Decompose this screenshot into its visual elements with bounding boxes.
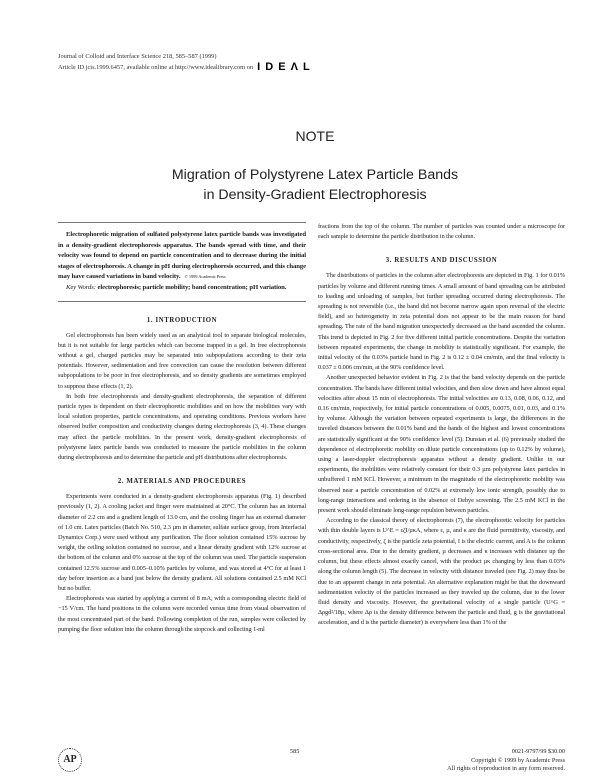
page-number: 585 <box>290 748 300 755</box>
article-title <box>0 165 600 205</box>
copyright-line: Copyright © 1999 by Academic Press <box>471 756 565 764</box>
intro-paragraph: In both free electrophoresis and density-gradient electrophoresis, the separation of different particle types is dependent on their electrophoretic mobilities and on how the mobilities vary with local solution properties, particle concentrations, and operating conditions. Previous workers have observed buffer composition and conductivity changes during electrophoresis (3, 4). These changes may affect the particle mobilities. In the present work, density-gradient electrophoresis of polystyrene latex particle bands was conducted to measure the particle mobilities in the column during electrophoresis and to determine the particle and pH distributions after electrophoresis. <box>58 392 306 461</box>
abstract-copyright: © 1999 Academic Press <box>184 274 226 280</box>
keywords <box>58 283 306 294</box>
keywords-label: Key Words: <box>66 283 96 291</box>
materials-continuation: fractions from the top of the column. The number of particles was counted under a microscope for each sample to determine the particle distribution in the column. <box>318 223 565 241</box>
left-column <box>58 222 306 635</box>
abstract-text: Electrophoretic migration of sulfated polystyrene latex particle bands was investigated in a density-gradient electrophoresis apparatus. The bands spread with time, and their velocity was found to depend on particle concentration and to decrease during the initial stages of electrophoresis. A change in pH during electrophoresis occurred, and this change may have caused variations in band velocity. <box>58 231 306 281</box>
abstract <box>58 230 306 283</box>
footer-copyright <box>447 748 565 774</box>
materials-paragraph: Experiments were conducted in a density-gradient electrophoresis apparatus (Fig. 1) described previously (1, 2). A cooling jacket and finger were maintained at 20°C. The column has an internal diameter of 2.2 cm and a gradient length of 13.0 cm, and the cooling finger has an external diameter of 1.0 cm. Latex particles (Batch No. 510, 2.3 µm in diameter, sulfate surface group, from Interfacial Dynamics Corp.) were used without any purification. The floor solution contained 15% sucrose by weight, the ceiling solution contained no sucrose, and a linear density gradient with 12% sucrose at the bottom of the column and 0% sucrose at the top of the column was used. The particle suspension contained 12.5% sucrose and 0.005–0.10% particles by volume, and was stored at 4°C for at least 1 day before insertion as a band just below the density gradient. All solutions contained 2.5 mM KCl but no buffer. <box>58 493 306 593</box>
keywords-text: electrophoresis; particle mobility; band concentration; pH variation. <box>97 283 287 291</box>
abstract-bottom-rule <box>58 301 306 302</box>
title-line-2: in Density-Gradient Electrophoresis <box>203 187 427 203</box>
article-id-line: Article ID jcis.1999.6457, available online at http://www.idealibrary.com on <box>58 64 254 71</box>
title-line-1: Migration of Polystyrene Latex Particle Bands <box>171 167 459 183</box>
intro-heading: 1. INTRODUCTION <box>146 316 218 324</box>
issn-price: 0021-9797/99 $30.00 <box>511 748 565 755</box>
right-column <box>318 222 565 629</box>
abstract-top-rule <box>58 222 306 223</box>
results-paragraph: According to the classical theory of electrophoresis (7), the electrophoretic velocity for particles with thin double layers is U^E = εζI/µκA, where ε, µ, and κ are the fluid permittivity, viscosity, and conductivity, respectively, ζ is the particle zeta potential, I is the electric current, and A is the column cross-sectional area. Due to the density gradient, µ decreases and κ increases with distance up the column, but these effects almost exactly cancel, with the product µκ changing by less than 0.03% along the column length (5). The decrease in velocity with distance traveled (see Fig. 2) may thus be due to an apparent change in zeta potential. An alternative explanation might be that the downward sedimentation velocity of the particles increased as they traveled up the column, due to the lower fluid density and viscosity. However, the gravitational velocity of a single particle (U^G = Δρgd²/18µ, where Δρ is the density difference between the particle and fluid, g is the gravitational acceleration, and d is the particle diameter) is everywhere less than 1% of the <box>318 517 565 627</box>
results-paragraph: Another unexpected behavior evident in Fig. 2 is that the band velocity depends on the particle concentration. The bands have different initial velocities, and then slow down and have almost equal velocities after about 15 min of electrophoresis. The initial velocities are 0.13, 0.08, 0.06, 0.12, and 0.16 cm/min, respectively, for initial particle concentrations of 0.005, 0.0075, 0.01, 0.03, and 0.1% by volume. Although the variation between repeated experiments is large, the differences in the traveled distances between the 0.01% band and the bands of the highest and lowest concentrations are statistically significant at the 90% confidence level (5). Dunstan et al. (6) previously studied the dependence of electrophoretic mobility on dilute particle concentrations (up to 0.12% by volume), using a laser-doppler electrophoresis apparatus without a density gradient. Unlike in our experiments, the mobilities were relatively constant for their 0.3 µm polystyrene latex particles in unbuffered 1 mM KCl. However, a minimum in the magnitude of the electrophoretic mobility was observed near a particle concentration of 0.02% at extremely low ionic strength, possibly due to long-range interactions and ordering in the absence of Debye screening. The 2.5 mM KCl in the present work should eliminate long-range repulsion between particles. <box>318 374 565 515</box>
results-heading: 3. RESULTS AND DISCUSSION <box>385 257 498 265</box>
materials-heading: 2. MATERIALS AND PROCEDURES <box>117 478 247 486</box>
article-id-row <box>58 62 311 73</box>
journal-header <box>58 52 311 73</box>
ideal-logo: I D E Λ L <box>257 61 311 73</box>
rights-line: All rights of reproduction in any form reserved. <box>447 765 565 772</box>
journal-citation: Journal of Colloid and Interface Science 218, 585–587 (1999) <box>58 53 217 60</box>
materials-paragraph: Electrophoresis was started by applying a current of 8 mA, with a corresponding electric field of −15 V/cm. The band positions in the column were recorded versus time from visual observation of the most concentrated part of the band. Following completion of the run, samples were collected by pumping the floor solution into the column through the stopcock and collecting 1-ml <box>58 595 306 633</box>
intro-paragraph: Gel electrophoresis has been widely used as an analytical tool to separate biological molecules, but it is not suitable for large particles which can become trapped in a gel. In free electrophoresis without a gel, charged particles may be separated into subpopulations according to their zeta potentials. However, sedimentation and free convection can cause the resolution between different subpopulations to be poor in free electrophoresis, and so density gradients are sometimes employed to suppress these effects (1, 2). <box>58 331 306 390</box>
publisher-logo-icon: AP <box>58 748 82 772</box>
results-paragraph: The distributions of particles in the column after electrophoresis are depicted in Fig. 1 for 0.01% particles by volume and different running times. A small amount of band spreading can be attributed to loading and unloading of samples, but further spreading occurred during electrophoresis. The spreading is not reversible (i.e., the band did not become narrow again upon reversal of the electric field), and so heterogeneity in zeta potential does not appear to be the main reason for band spreading. The rate of the band migration unexpectedly decreased as the band ascended the column. This trend is depicted in Fig. 2 for five different initial particle concentrations. Despite the variation between repeated experiments, the change in mobility is statistically significant. For example, the initial velocity of the 0.03% particle band in Fig. 2 is 0.12 ± 0.04 cm/min, and the final velocity is 0.037 ± 0.006 cm/min, at the 90% confidence level. <box>318 272 565 372</box>
note-label: NOTE <box>295 128 335 144</box>
